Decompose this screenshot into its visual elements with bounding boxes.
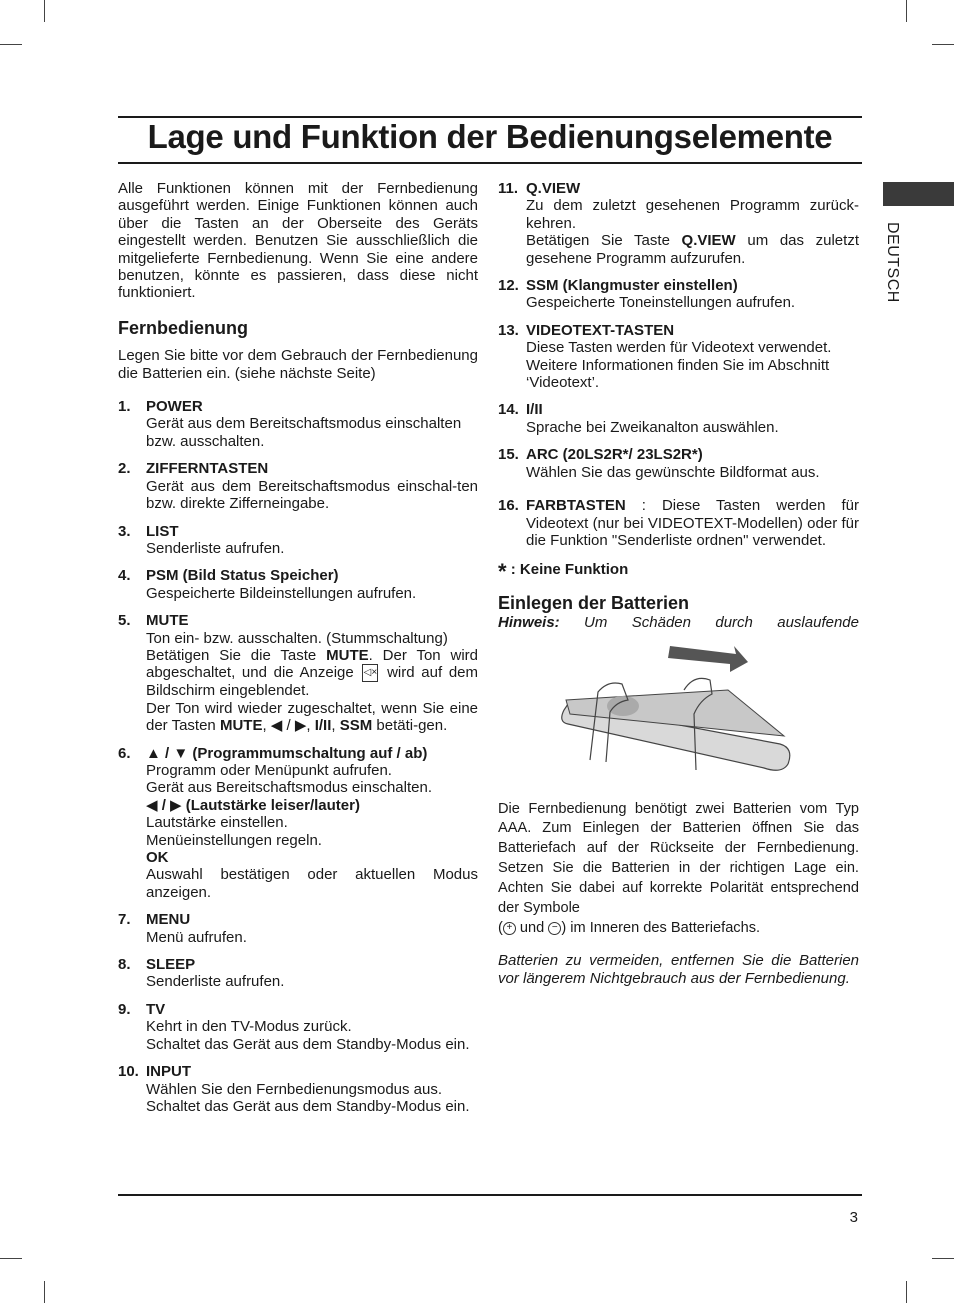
item-title: LIST [146,522,179,540]
item-text: Der Ton wird wieder zugeschaltet, wenn Sie eine der Tasten MUTE, ◀ / ▶, I/II, SSM betäti-gen. [146,699,478,735]
item-title: POWER [146,398,203,416]
language-label: DEUTSCH [884,222,901,303]
list-item [118,567,478,602]
remote-battery-illustration [498,640,859,790]
item-title: MENU [146,911,191,929]
item-number: 14. [498,401,519,419]
item-text: Sprache bei Zweikanalton auswählen. [526,418,779,436]
item-subtitle: OK [146,849,169,867]
item-text: Gerät aus dem Bereitschaftsmodus einschalten bzw. ausschalten. [146,415,462,450]
item-text: : Diese Tasten werden für Videotext (nur bei VIDEOTEXT-Modellen) oder für die Funktion "Senderliste ordnen" verwendet. [526,497,859,549]
page-number: 3 [849,1209,858,1226]
speaker-mute-icon: ◁× [362,664,378,682]
crop-mark [932,44,954,45]
item-text: Wählen Sie das gewünschte Bildformat aus. [526,463,820,481]
item-number: 5. [118,612,131,630]
item-text: Gespeicherte Bildeinstellungen aufrufen. [146,584,417,602]
list-item [498,497,859,549]
item-title: I/II [526,401,543,419]
item-number: 7. [118,911,131,929]
item-title: ZIFFERNTASTEN [146,460,269,478]
item-text: Programm oder Menüpunkt aufrufen. [146,762,392,779]
item-title: TV [146,1000,166,1018]
item-text: Menü aufrufen. [146,928,247,946]
section-heading-batterien: Einlegen der Batterien [498,592,690,613]
left-column [118,180,478,1125]
item-number: 16. [498,497,519,515]
item-title: PSM (Bild Status Speicher) [146,567,339,585]
list-item [498,322,859,392]
item-text: Kehrt in den TV-Modus zurück. [146,1018,352,1036]
battery-compartment [607,696,639,716]
list-item [498,446,859,481]
list-item [118,956,478,991]
item-text: Senderliste aufrufen. [146,973,285,991]
crop-mark [906,1281,907,1303]
crop-mark [44,1281,45,1303]
list-item [498,277,859,312]
item-title: INPUT [146,1063,191,1081]
item-number: 13. [498,321,519,339]
item-text: Betätigen Sie die Taste MUTE. Der Ton wird abgeschaltet, und die Anzeige ◁× wird auf dem Bildschirm eingeblendet. [146,646,478,700]
item-number: 8. [118,956,131,974]
item-text: Gerät aus dem Bereitschaftsmodus einschal-ten bzw. direkte Zifferneingabe. [146,477,478,513]
footer-rule [118,1194,862,1196]
title-rule-bottom [118,162,862,164]
item-text: Menüeinstellungen regeln. [146,831,322,849]
item-number: 6. [118,744,131,762]
minus-icon: − [548,922,561,935]
item-text: Weitere Informationen finden Sie im Abschnitt ‘Videotext’. [526,356,830,392]
footnote-text: : Keine Funktion [510,561,629,579]
item-number: 15. [498,446,519,464]
item-title: ▲ / ▼ (Programmumschaltung auf / ab) [146,744,428,762]
item-title: VIDEOTEXT-TASTEN [526,321,675,339]
crop-mark [44,0,45,22]
fernbedienung-text: Legen Sie bitte vor dem Gebrauch der Fernbedienung die Batterien ein. (siehe nächste Seite) [118,347,478,382]
item-number: 4. [118,567,131,585]
item-number: 2. [118,460,131,478]
list-item [118,745,478,902]
item-title: Q.VIEW [526,180,581,197]
item-number: 9. [118,1000,131,1018]
list-item [118,911,478,946]
item-text: Ton ein- bzw. ausschalten. (Stummschaltung) [146,629,448,647]
item-text: Zu dem zuletzt gesehenen Programm zurück-kehren. [526,197,859,232]
list-item [118,612,478,734]
battery-symbols-line: ( + und − ) im Inneren des Batteriefachs. [498,920,761,937]
item-text: Betätigen Sie Taste Q.VIEW um das zuletzt gesehene Programm aufzurufen. [526,232,859,267]
item-number: 12. [498,277,519,295]
item-title: SSM (Klangmuster einstellen) [526,277,738,295]
item-text: Schaltet das Gerät aus dem Standby-Modus ein. [146,1035,470,1053]
list-item [498,401,859,436]
item-text: Senderliste aufrufen. [146,539,285,557]
item-title: MUTE [146,612,189,630]
list-item [118,1063,478,1115]
item-title: ARC (20LS2R*/ 23LS2R*) [526,446,703,464]
footnote [498,559,859,585]
item-text: Schaltet das Gerät aus dem Standby-Modus ein. [146,1097,470,1115]
crop-mark [0,44,22,45]
item-subtitle: ◀ / ▶ (Lautstärke leiser/lauter) [146,796,360,814]
list-item [118,460,478,512]
battery-warning: Batterien zu vermeiden, entfernen Sie die Batterien vor längerem Nichtgebrauch aus der Fernbedienung. [498,952,859,987]
item-number: 3. [118,522,131,540]
list-item [118,1001,478,1053]
item-text: Gerät aus Bereitschaftsmodus einschalten. [146,779,432,797]
item-text: Auswahl bestätigen oder aktuellen Modus anzeigen. [146,866,478,901]
item-number: 11. [498,180,519,197]
battery-instructions: Die Fernbedienung benötigt zwei Batterien vom Typ AAA. Zum Einlegen der Batterien öffnen Sie das Batteriefach auf der Rückseite der Fernbedienung. Setzen Sie die Batterien in der richtigen Lage ein. Achten Sie dabei auf korrekte Polarität entsprechend der Symbole [498,800,859,916]
list-item [118,398,478,450]
list-item [498,180,859,267]
list-item [118,523,478,558]
arrow-icon [668,646,748,672]
crop-mark [0,1258,22,1259]
item-text: Wählen Sie den Fernbedienungsmodus aus. [146,1080,443,1098]
section-heading-fernbedienung: Fernbedienung [118,317,248,338]
plus-icon: + [503,922,516,935]
crop-mark [906,0,907,22]
hinweis-line: Hinweis: Um Schäden durch auslaufende [498,614,859,632]
language-tab [883,182,954,206]
crop-mark [932,1258,954,1259]
intro-paragraph: Alle Funktionen können mit der Fernbedienung ausgeführt werden. Einige Funktionen können auch über die Tasten an der Oberseite des Geräts eingestellt werden. Benutzen Sie ausschließlich die mitgelieferte Fernbedienung. Wenn Sie eine andere benutzen, könnte es passieren, dass diese nicht funktioniert. [118,180,478,302]
item-title: SLEEP [146,956,196,974]
item-title: FARBTASTEN [526,497,626,515]
item-number: 10. [118,1063,139,1081]
item-number: 1. [118,398,131,416]
item-text: Gespeicherte Toneinstellungen aufrufen. [526,294,796,312]
right-column [498,180,859,987]
item-text: Lautstärke einstellen. [146,814,288,832]
asterisk-icon: * [498,559,507,585]
page-title: Lage und Funktion der Bedienungselemente [147,118,833,155]
item-text: Diese Tasten werden für Videotext verwendet. [526,339,832,357]
